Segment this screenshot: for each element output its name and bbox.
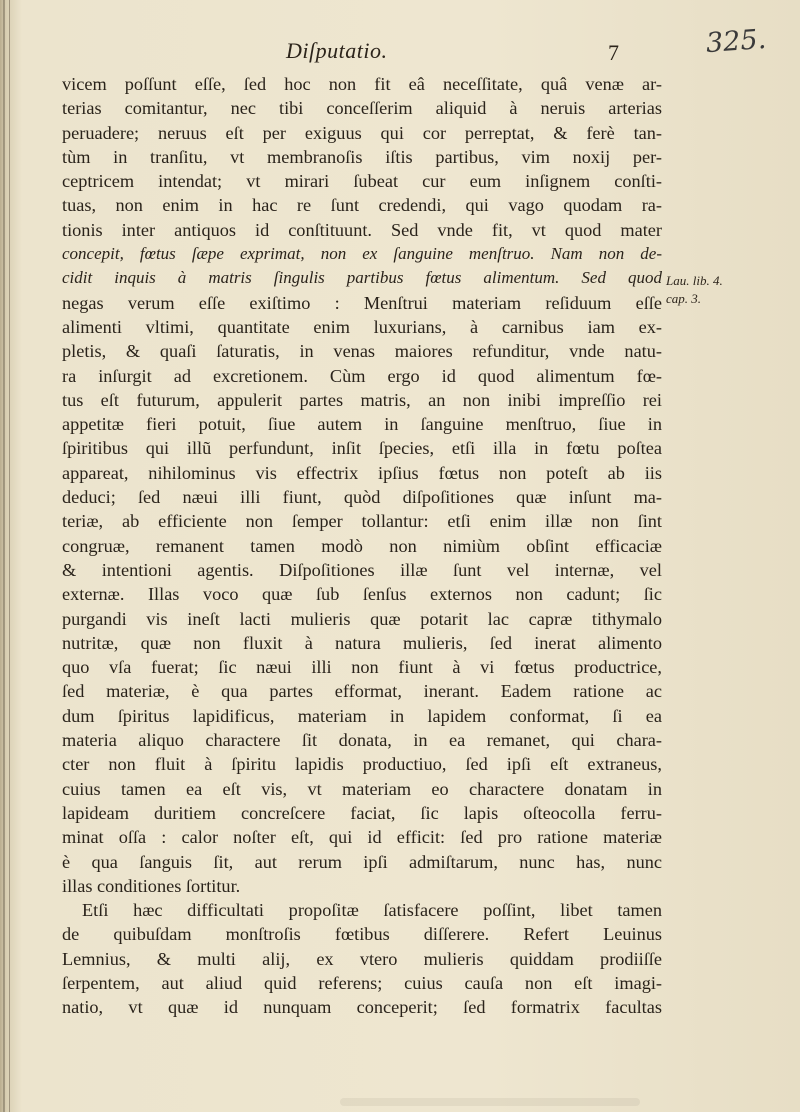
gutter-shadow (3, 0, 5, 1112)
text-line: materia aliquo charactere ſit donata, in ea remanet, qui chara- (62, 730, 662, 751)
text-line: appareat, nihilominus vis effectrix ipſius fœtus non poteſt ab iis (62, 462, 662, 483)
text-line: cter non fluit à ſpiritu lapidis productiuo, ſed ipſi eſt extraneus, (62, 754, 662, 775)
text-line: Etſi hæc difficultati propoſitæ ſatisfacere poſſint, libet tamen (82, 900, 662, 921)
text-line: illas conditiones ſortitur. (62, 875, 241, 896)
text-line: ſpiritibus qui illũ perfundunt, inſit ſpecies, etſi illa in fœtu poſtea (62, 438, 662, 459)
running-head: Diſputatio. (286, 38, 388, 63)
text-line: tuas, non enim in hac re ſunt credendi, qui vago quodam ra- (62, 195, 662, 216)
text-line: cuius tamen ea eſt vis, vt materiam eo charactere donatam in (62, 778, 662, 799)
text-line: vicem poſſunt eſſe, ſed hoc non fit eâ neceſſitate, quâ venæ ar- (62, 74, 662, 94)
text-line: alimenti vltimi, quantitate enim luxurians, à carnibus iam ex- (62, 316, 662, 337)
text-line: lapideam duritiem concreſcere faciat, ſic lapis oſteocolla ferru- (62, 802, 662, 823)
text-line: teriæ, ab efficiente non ſemper tollantur: etſi enim illæ non ſint (62, 511, 662, 532)
text-line: dum ſpiritus lapidificus, materiam in lapidem conformat, ſi ea (62, 705, 662, 726)
text-line: quo vſa fuerat; ſic næui illi non fiunt à vi fœtus productrice, (62, 657, 662, 678)
text-line: deduci; ſed næui illi fiunt, quòd diſpoſitiones quæ inſunt ma- (62, 487, 662, 508)
page-smudge (340, 1098, 640, 1106)
text-line: ceptricem intendat; vt mirari ſubeat cur eum inſignem conſti- (62, 171, 662, 192)
page-number: 7 (608, 40, 619, 65)
body-text (62, 72, 662, 1020)
text-line: ſed materiæ, è qua partes efformat, inerant. Eadem ratione ac (62, 681, 662, 702)
text-line: tùm in tranſitu, vt membranoſis iſtis partibus, vim noxij per- (62, 146, 662, 167)
text-line: ra inſurgit ad excretionem. Cùm ergo id quod alimentum fœ- (62, 365, 662, 386)
text-line: negas verum eſſe exiſtimo : Menſtrui materiam reſiduum eſſe (62, 292, 662, 313)
text-line: è qua ſanguis ſit, aut rerum ipſi admiſtarum, nunc has, nunc (62, 851, 662, 872)
text-line: pletis, & quaſi ſaturatis, in venas maiores refunditur, vnde natu- (62, 341, 662, 362)
text-line: & intentioni agentis. Diſpoſitiones illæ ſunt vel internæ, vel (62, 559, 662, 580)
handwritten-folio: 325. (704, 23, 768, 60)
text-line: de quibuſdam monſtroſis fœtibus diſſerere. Refert Leuinus (62, 924, 662, 945)
text-line: nutritæ, quæ non fluxit à natura mulieris, ſed inerat alimento (62, 632, 662, 653)
text-line: concepit, fœtus ſæpe exprimat, non ex ſanguine menſtruo. Nam non de- (62, 244, 662, 264)
text-line: peruadere; neruus eſt per exiguus qui cor perreptat, & ferè tan- (62, 122, 662, 143)
margin-note (666, 272, 723, 308)
text-line: tus eſt futurum, appulerit partes matris, an non inibi impreſſio rei (62, 389, 662, 410)
text-line: tionis inter antiquos id conſtituunt. Sed vnde fit, vt quod mater (62, 219, 662, 240)
text-line: Lemnius, & multi alij, ex vtero mulieris quiddam prodiiſſe (62, 948, 662, 969)
text-line: congruæ, remanent tamen modò non nimiùm obſint efficaciæ (62, 535, 662, 556)
margin-note-line: Lau. lib. 4. (666, 273, 723, 288)
text-line: purgandi vis ineſt lacti mulieris quæ potarit lac capræ tithymalo (62, 608, 662, 629)
text-line: minat oſſa : calor noſter eſt, qui id efficit: ſed pro ratione materiæ (62, 827, 662, 848)
gutter-edge (9, 0, 10, 1112)
text-line: natio, vt quæ id nunquam conceperit; ſed formatrix facultas (62, 997, 662, 1018)
text-line: ſerpentem, aut aliud quid referens; cuius cauſa non eſt imagi- (62, 972, 662, 993)
text-line: appetitæ fieri potuit, ſiue autem in ſanguine menſtruo, ſiue in (62, 414, 662, 435)
text-line: terias comitantur, nec tibi conceſſerim aliquid à neruis arterias (62, 98, 662, 119)
text-line: externæ. Illas voco quæ ſub ſenſus externos non cadunt; ſic (62, 584, 662, 605)
margin-note-line: cap. 3. (666, 291, 702, 306)
text-line: cidit inquis à matris ſingulis partibus fœtus alimentum. Sed quod (62, 268, 662, 288)
